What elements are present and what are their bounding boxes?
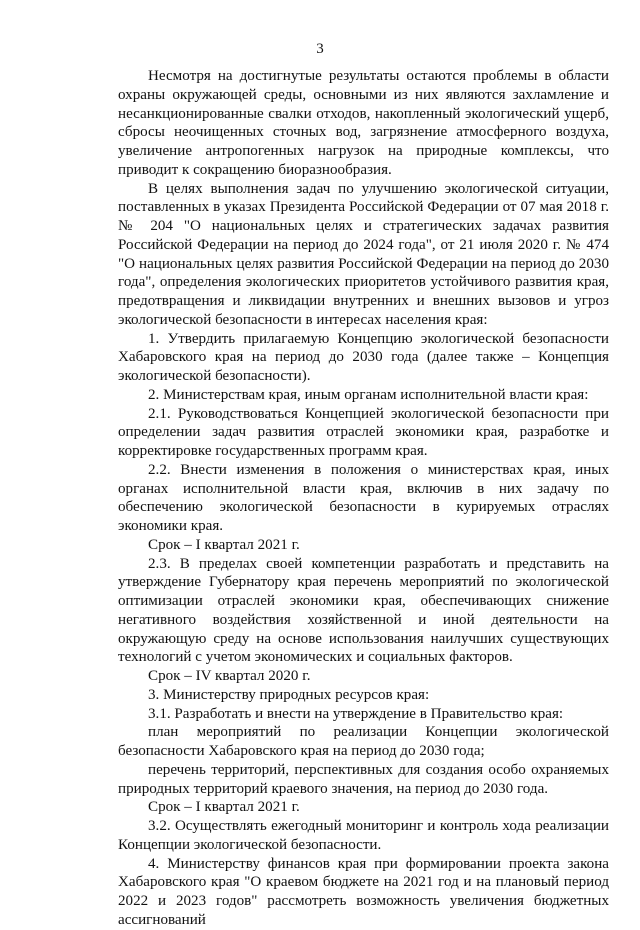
paragraph-intro-problems: Несмотря на достигнутые результаты остаются проблемы в области охраны окружающей среды, основными из них являются захламление и несанкционированные свалки отходов, накопленный экологический ущерб, сбросы неочищенных сточных вод, загрязнение атмосферного воздуха, увеличение антропогенных нагрузок на природные комплексы, что приводит к сокращению биоразнообразия. [118,68,609,178]
paragraph-item-1: 1. Утвердить прилагаемую Концепцию экологической безопасности Хабаровского края на период до 2030 года (далее также – Концепция экологической безопасности). [118,330,609,384]
paragraph-goals-preamble: В целях выполнения задач по улучшению экологической ситуации, поставленных в указах Президента Российской Федерации от 07 мая 2018 г. № 204 "О национальных целях и стратегических задачах развития Российской Федерации на период до 2024 года", от 21 июля 2020 г. № 474 "О национальных целях развития Российской Федерации на период до 2030 года", определения экологических приоритетов устойчивого развития края, предотвращения и ликвидации внутренних и внешних вызовов и угроз экологической безопасности в интересах населения края: [118,180,609,328]
paragraph-plan: план мероприятий по реализации Концепции экологической безопасности Хабаровского края на период до 2030 года; [118,724,609,759]
paragraph-item-2: 2. Министерствам края, иным органам исполнительной власти края: [148,386,589,403]
paragraph-item-2-1: 2.1. Руководствоваться Концепцией экологической безопасности при определении задач развития отраслей экономики края, разработке и корректировке государственных программ края. [118,405,609,459]
paragraph-item-4: 4. Министерству финансов края при формировании проекта закона Хабаровского края "О краевом бюджете на 2021 год и на плановый период 2022 и 2023 годов" рассмотреть возможность увеличения бюджетных ассигнований [118,855,609,928]
paragraph-item-2-2: 2.2. Внести изменения в положения о министерствах края, иных органах исполнительной власти края, включив в них задачу по обеспечению экологической безопасности в курируемых отраслях экономики края. [118,461,609,534]
paragraph-item-2-3: 2.3. В пределах своей компетенции разработать и представить на утверждение Губернатору края перечень мероприятий по экологической оптимизации отраслей экономики края, обеспечивающих снижение негативного воздействия хозяйственной и иной деятельности на окружающую среду на основе использования наилучших существующих технологий с учетом экономических и социальных факторов. [118,555,609,666]
paragraph-item-3-2: 3.2. Осуществлять ежегодный мониторинг и контроль хода реализации Концепции экологической безопасности. [118,818,609,853]
paragraph-deadline: Срок – IV квартал 2020 г. [148,668,311,684]
paragraph-deadline: Срок – I квартал 2021 г. [148,799,300,816]
paragraph-item-3-1: 3.1. Разработать и внести на утверждение в Правительство края: [148,705,564,722]
paragraph-deadline: Срок – I квартал 2021 г. [148,536,300,553]
document-body [118,67,609,930]
page-number: 3 [316,41,324,57]
paragraph-item-3: 3. Министерству природных ресурсов края: [148,686,430,703]
paragraph-territories-list: перечень территорий, перспективных для создания особо охраняемых природных территорий краевого значения, на период до 2030 года. [118,761,609,797]
